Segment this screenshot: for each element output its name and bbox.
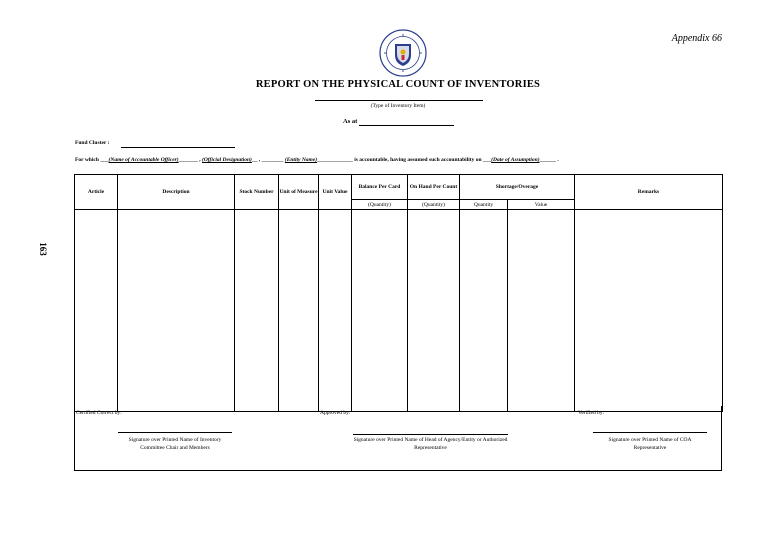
sub-value: Value [508, 200, 575, 210]
sub-quantity: Quantity [460, 200, 508, 210]
cell-unit-of-measure[interactable] [279, 210, 319, 412]
verified-signature-line[interactable] [593, 432, 707, 433]
cell-remarks[interactable] [575, 210, 723, 412]
fund-cluster-label: Fund Cluster : [75, 140, 110, 146]
date-of-assumption-placeholder[interactable]: (Date of Assumption) [491, 157, 540, 163]
cell-shortage-quantity[interactable] [460, 210, 508, 412]
verified-caption: Signature over Printed Name of COA Representative [608, 437, 692, 451]
page-number: 163 [37, 242, 48, 256]
certified-signature-line[interactable] [118, 432, 232, 433]
sub-quantity-balance: (Quantity) [352, 200, 408, 210]
for-which-label: For which [75, 157, 99, 163]
col-balance-per-card: Balance Per Card [352, 175, 408, 200]
report-title: REPORT ON THE PHYSICAL COUNT OF INVENTORIES [255, 79, 541, 90]
as-at-line[interactable] [359, 125, 454, 126]
as-at-label: As at [343, 118, 358, 125]
col-remarks: Remarks [575, 175, 723, 210]
col-article: Article [75, 175, 118, 210]
col-description: Description [118, 175, 235, 210]
certified-caption: Signature over Printed Name of Inventory Committee Chair and Members [128, 437, 222, 451]
col-stock-number: Stock Number [235, 175, 279, 210]
deped-seal-logo [379, 29, 427, 77]
verified-label: Verified by: [578, 410, 605, 416]
type-of-inventory-label: (Type of Inventory Item) [370, 103, 426, 109]
cell-description[interactable] [118, 210, 235, 412]
type-of-inventory-line[interactable] [315, 100, 483, 101]
appendix-label: Appendix 66 [671, 33, 722, 44]
table-row [75, 210, 723, 412]
entity-name-placeholder[interactable]: (Entity Name) [284, 157, 318, 163]
accountability-text: is accountable, having assumed such accountability on [354, 157, 482, 163]
cell-shortage-value[interactable] [508, 210, 575, 412]
cell-article[interactable] [75, 210, 118, 412]
accountable-officer-placeholder[interactable]: (Name of Accountable Officer) [108, 157, 179, 163]
col-on-hand-per-count: On Hand Per Count [408, 175, 460, 200]
approved-label: Approved by: [320, 410, 351, 416]
cell-stock-number[interactable] [235, 210, 279, 412]
fund-cluster-line[interactable] [121, 147, 235, 148]
col-shortage-overage: Shortage/Overage [460, 175, 575, 200]
col-unit-of-measure: Unit of Measure [279, 175, 319, 210]
sub-quantity-on-hand: (Quantity) [408, 200, 460, 210]
cell-unit-value[interactable] [319, 210, 352, 412]
approved-signature-line[interactable] [353, 434, 508, 435]
official-designation-placeholder[interactable]: (Official Designation) [202, 157, 252, 163]
cell-balance-per-card[interactable] [352, 210, 408, 412]
approved-caption: Signature over Printed Name of Head of Agency/Entity or Authorized Representative [353, 437, 508, 451]
col-unit-value: Unit Value [319, 175, 352, 210]
certified-label: Certified Correct by: [76, 410, 122, 416]
accountability-statement: For which ___(Name of Accountable Officer)_______ , (Official Designation)__ , ________ (Entity Name)_____________ is accountable, having assumed such accountability on ___(Date of Assumption)______ . [75, 157, 559, 163]
inventory-table [74, 174, 723, 412]
cell-on-hand-per-count[interactable] [408, 210, 460, 412]
